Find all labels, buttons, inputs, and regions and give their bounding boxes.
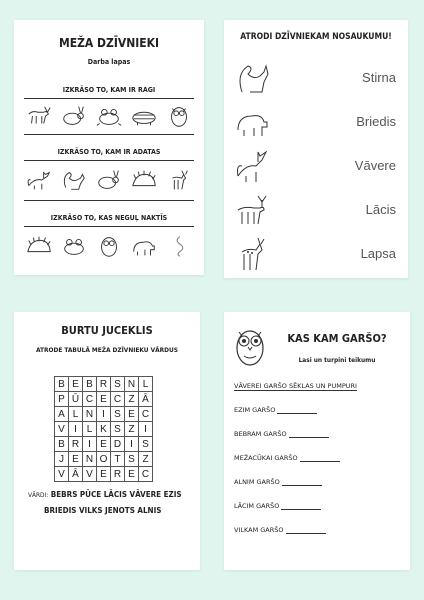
- grid-cell[interactable]: C: [83, 392, 97, 407]
- section-spikes: IZKRĀSO TO, KAM IR ADATAS: [57, 148, 161, 156]
- grid-cell[interactable]: C: [111, 392, 125, 407]
- bear-icon: [234, 104, 270, 140]
- grid-cell[interactable]: C: [139, 467, 153, 482]
- fill-label: MEŽACŪKAI GARŠO: [234, 454, 298, 462]
- card3-title: BURTU JUCEKLIS: [61, 324, 153, 337]
- deer-icon: [165, 168, 193, 192]
- divider: [24, 134, 194, 135]
- card4-title: KAS KAM GARŠO?: [287, 332, 387, 345]
- animals-row-3: [22, 234, 196, 258]
- grid-cell[interactable]: C: [139, 407, 153, 422]
- animals-row-2: [22, 168, 196, 192]
- grid-cell[interactable]: I: [125, 437, 139, 452]
- grid-cell[interactable]: S: [139, 437, 153, 452]
- grid-row: [55, 407, 153, 422]
- fox-icon: [25, 168, 53, 192]
- grid-cell[interactable]: Z: [125, 392, 139, 407]
- fill-line[interactable]: [234, 526, 326, 534]
- words-list-line1: [28, 490, 182, 499]
- match-row: [224, 236, 408, 276]
- rabbit-icon: [95, 168, 123, 192]
- blank[interactable]: [286, 533, 326, 534]
- animal-name: Vāvere: [354, 158, 396, 173]
- card2-title: ATRODI DZĪVNIEKAM NOSAUKUMU!: [240, 32, 392, 42]
- grid-row: [55, 437, 153, 452]
- animals-row-1: [22, 104, 196, 128]
- grid-cell[interactable]: R: [111, 467, 125, 482]
- match-row: [224, 60, 408, 100]
- card1-title: MEŽA DZĪVNIEKI: [58, 36, 160, 50]
- divider: [24, 200, 194, 201]
- words-label: VĀRDI:: [28, 491, 49, 499]
- blank[interactable]: [277, 413, 317, 414]
- owl-icon: [95, 234, 123, 258]
- grid-row: [55, 467, 153, 482]
- blank[interactable]: [289, 437, 329, 438]
- owl-icon: [232, 324, 268, 368]
- grid-cell[interactable]: S: [111, 422, 125, 437]
- grid-cell[interactable]: V: [55, 467, 69, 482]
- card4-subtitle: Lasi un turpini teikumu: [298, 356, 376, 364]
- grid-cell[interactable]: Z: [125, 422, 139, 437]
- badger-icon: [130, 104, 158, 128]
- grid-cell[interactable]: E: [97, 392, 111, 407]
- animal-name: Briedis: [356, 114, 396, 129]
- deer-icon: [25, 104, 53, 128]
- grid-cell[interactable]: L: [139, 377, 153, 392]
- animal-name: Lācis: [365, 202, 396, 217]
- divider: [24, 160, 194, 161]
- grid-cell[interactable]: P: [55, 392, 69, 407]
- grid-cell[interactable]: B: [83, 377, 97, 392]
- frog-icon: [95, 104, 123, 128]
- grid-cell[interactable]: I: [69, 422, 83, 437]
- fox-icon: [234, 148, 270, 184]
- blank[interactable]: [300, 461, 340, 462]
- fill-line[interactable]: [234, 478, 322, 486]
- worksheet-what-tastes: [224, 312, 410, 570]
- worksheet-word-search: [14, 312, 200, 570]
- card1-subtitle: Darba lapas: [87, 58, 131, 66]
- grid-cell[interactable]: S: [111, 407, 125, 422]
- example-text: VĀVEREI GARŠO SĒKLAS UN PUMPURI: [234, 382, 357, 390]
- grid-cell[interactable]: E: [125, 467, 139, 482]
- grid-cell[interactable]: I: [83, 437, 97, 452]
- deer-icon: [234, 192, 270, 228]
- bear-icon: [130, 234, 158, 258]
- grid-cell[interactable]: O: [97, 452, 111, 467]
- grid-cell[interactable]: N: [83, 407, 97, 422]
- fill-line[interactable]: [234, 502, 321, 510]
- grid-cell[interactable]: S: [111, 377, 125, 392]
- example-sentence: [234, 382, 357, 390]
- match-row: [224, 148, 408, 188]
- grid-cell[interactable]: D: [111, 437, 125, 452]
- grid-cell[interactable]: S: [125, 452, 139, 467]
- fill-label: ALNIM GARŠO: [234, 478, 280, 486]
- frog-icon: [60, 234, 88, 258]
- squirrel-icon: [234, 60, 270, 96]
- grid-cell[interactable]: I: [139, 422, 153, 437]
- grid-cell[interactable]: E: [125, 407, 139, 422]
- fill-label: BEBRAM GARŠO: [234, 430, 287, 438]
- worksheet-match-names: [224, 20, 408, 278]
- grid-cell[interactable]: A: [55, 407, 69, 422]
- worksheet-forest-animals: [14, 20, 204, 275]
- fill-label: VILKAM GARŠO: [234, 526, 284, 534]
- section-horns: IZKRĀSO TO, KAM IR RAGI: [62, 86, 156, 94]
- grid-cell[interactable]: V: [55, 422, 69, 437]
- grid-cell[interactable]: J: [55, 452, 69, 467]
- grid-cell[interactable]: E: [97, 467, 111, 482]
- grid-cell[interactable]: B: [55, 437, 69, 452]
- divider: [24, 226, 194, 227]
- grid-cell[interactable]: V: [83, 467, 97, 482]
- hedgehog-icon: [25, 234, 53, 258]
- words-line2: BRIEDIS VILKS JENOTS ALNIS: [44, 506, 162, 515]
- grid-cell[interactable]: I: [97, 407, 111, 422]
- grid-cell[interactable]: N: [125, 377, 139, 392]
- fill-label: LĀCIM GARŠO: [234, 502, 280, 510]
- grid-cell[interactable]: T: [111, 452, 125, 467]
- hedgehog-icon: [130, 168, 158, 192]
- grid-cell[interactable]: Ū: [69, 392, 83, 407]
- grid-cell[interactable]: L: [69, 407, 83, 422]
- grid-cell[interactable]: E: [69, 377, 83, 392]
- grid-row: [55, 377, 153, 392]
- grid-cell[interactable]: B: [55, 377, 69, 392]
- grid-cell[interactable]: E: [69, 452, 83, 467]
- rabbit-icon: [60, 104, 88, 128]
- grid-row: [55, 422, 153, 437]
- animal-name: Stirna: [362, 70, 396, 85]
- card3-subtitle: ATRODE TABULĀ MEŽA DZĪVNIEKU VĀRDUS: [36, 346, 178, 354]
- match-row: [224, 192, 408, 232]
- grid-cell[interactable]: N: [83, 452, 97, 467]
- match-row: [224, 104, 408, 144]
- fill-line[interactable]: [234, 430, 329, 438]
- fill-line[interactable]: [234, 454, 340, 462]
- animal-name: Lapsa: [360, 246, 396, 261]
- grid-cell[interactable]: R: [97, 377, 111, 392]
- letter-grid: [54, 376, 153, 482]
- grid-cell[interactable]: K: [97, 422, 111, 437]
- grid-cell[interactable]: R: [69, 437, 83, 452]
- words-line1: BEBRS PŪCE LĀCIS VĀVERE EZIS: [50, 490, 182, 499]
- snake-icon: [165, 234, 193, 258]
- blank[interactable]: [282, 485, 322, 486]
- grid-cell[interactable]: Ā: [69, 467, 83, 482]
- grid-cell[interactable]: L: [83, 422, 97, 437]
- grid-row: [55, 392, 153, 407]
- blank[interactable]: [281, 509, 321, 510]
- grid-cell[interactable]: Ā: [139, 392, 153, 407]
- fill-line[interactable]: [234, 406, 317, 414]
- grid-cell[interactable]: Z: [139, 452, 153, 467]
- squirrel-icon: [60, 168, 88, 192]
- fawn-icon: [234, 236, 270, 272]
- fill-label: EZIM GARŠO: [234, 406, 276, 414]
- grid-cell[interactable]: E: [97, 437, 111, 452]
- section-nocturnal: IZKRĀSO TO, KAS NEGUĻ NAKTĪS: [50, 214, 168, 222]
- divider: [24, 98, 194, 99]
- owl-icon: [165, 104, 193, 128]
- grid-row: [55, 452, 153, 467]
